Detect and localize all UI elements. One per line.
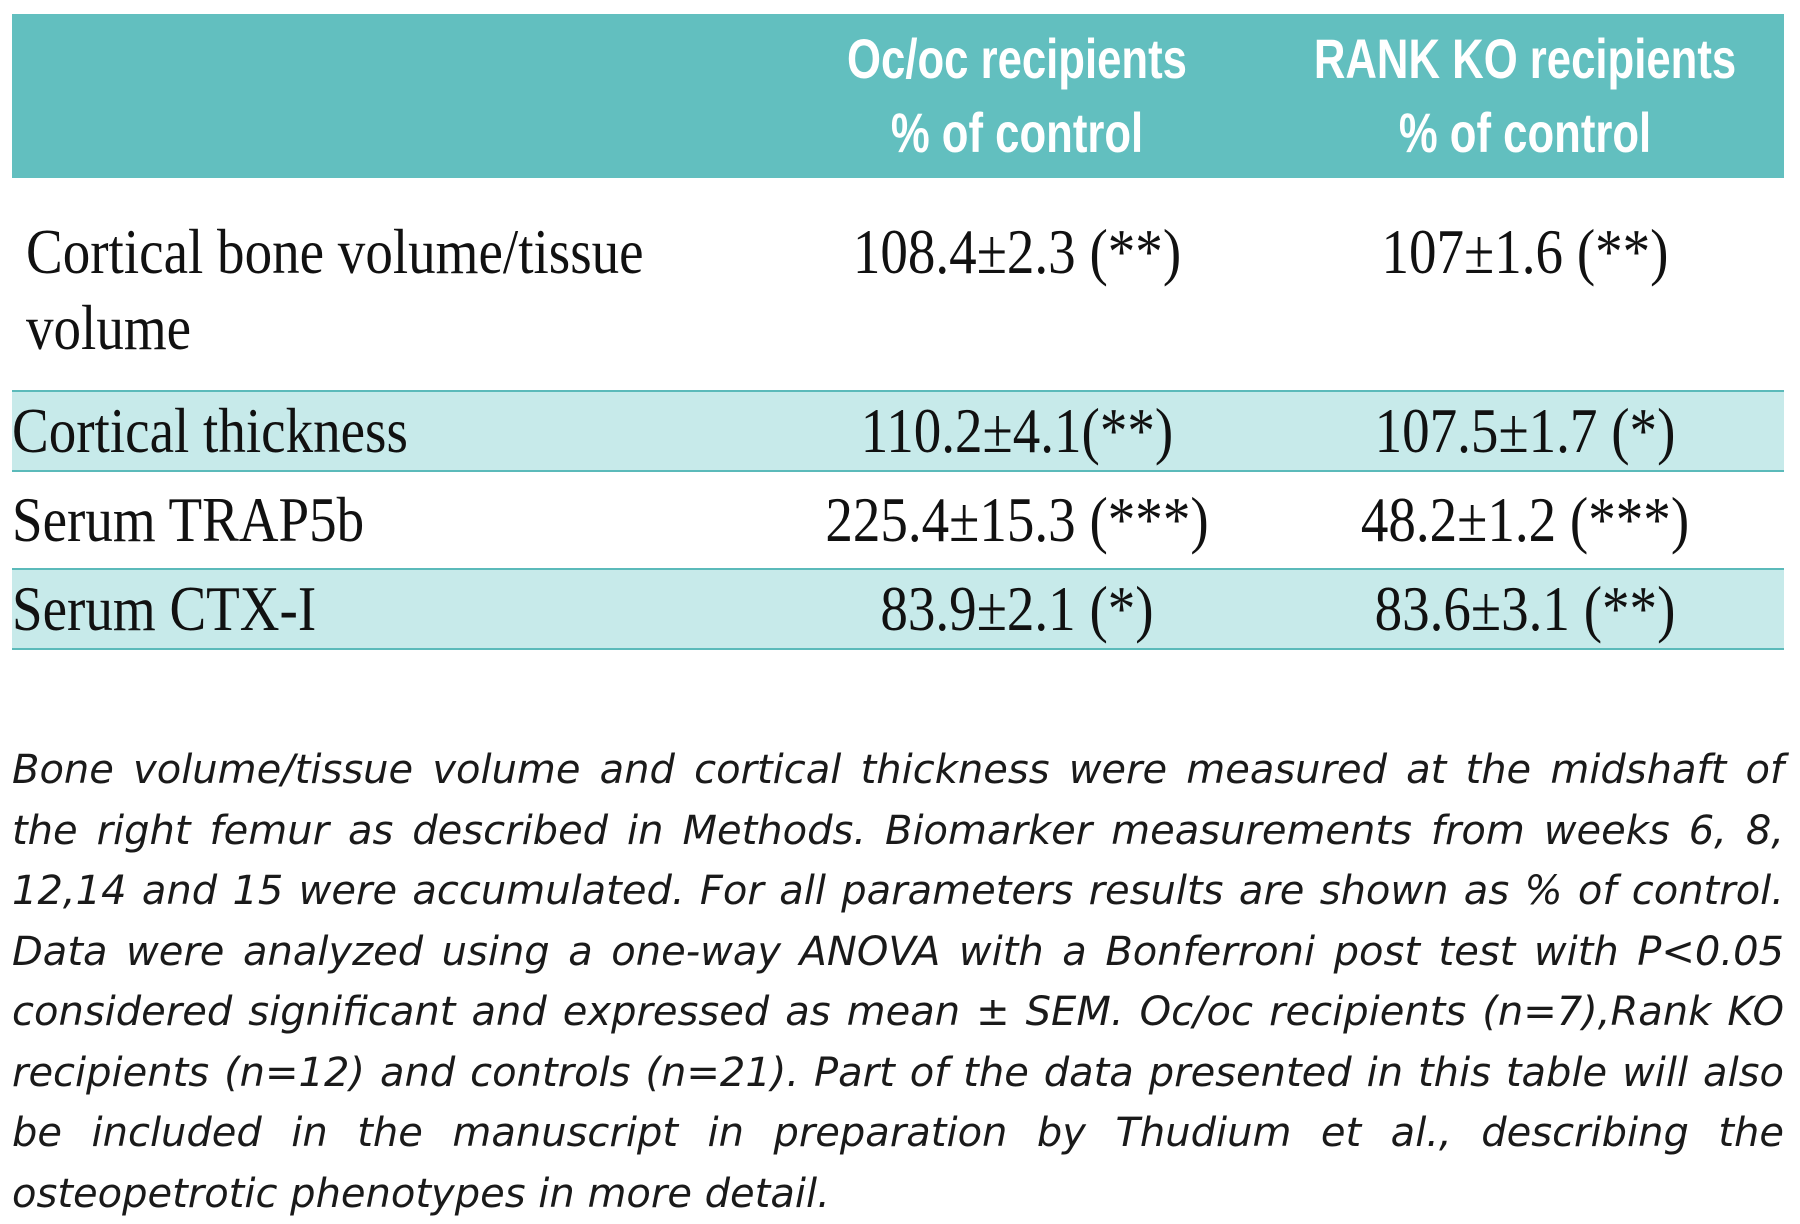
cell-oc-value: 108.4±2.3 (**): [852, 216, 1182, 287]
table-row: [12, 472, 1784, 568]
cell-rank-value: 107.5±1.7 (*): [1374, 395, 1676, 466]
header-rank-ko-recipients: [1313, 14, 1737, 178]
table-caption: Bone volume/tissue volume and cortical thickness were measured at the midshaft of the right femur as described in Methods. Biomarker measurements from weeks 6, 8, 12,14 and 15 were accumulated. For all parameters results are shown as % of control. Data were analyzed using a one-way ANOVA with a Bonferroni post test with P<0.05 considered significant and expressed as mean ± SEM. Oc/oc recipients (n=7),Rank KO recipients (n=12) and controls (n=21). Part of the data presented in this table will also be included in the manuscript in preparation by Thudium et al., describing the osteopetrotic phenotypes in more detail.: [12, 747, 1784, 1217]
cell-rank-value: 48.2±1.2 (***): [1360, 484, 1690, 555]
header-oc-oc-recipients: [818, 14, 1216, 178]
table-header: [12, 14, 1784, 178]
table-row: [12, 568, 1784, 650]
cell-oc-value: 110.2±4.1(**): [860, 395, 1174, 466]
header-rank-line1: RANK KO recipients: [1313, 27, 1737, 90]
data-table: [12, 14, 1784, 650]
table-row: [12, 178, 1784, 390]
table-row: [12, 390, 1784, 472]
cell-oc-value: 83.9±2.1 (*): [880, 573, 1154, 644]
header-rank-line2: % of control: [1398, 101, 1652, 164]
header-oc-line2: % of control: [890, 101, 1144, 164]
header-oc-line1: Oc/oc recipients: [847, 27, 1187, 90]
cell-oc-value: 225.4±15.3 (***): [825, 484, 1209, 555]
row-label: Cortical thickness: [12, 395, 408, 466]
row-label: Cortical bone volume/tissue volume: [26, 216, 644, 363]
row-label: Serum CTX-I: [12, 573, 317, 644]
row-label: Serum TRAP5b: [12, 484, 365, 555]
cell-rank-value: 83.6±3.1 (**): [1374, 573, 1676, 644]
cell-rank-value: 107±1.6 (**): [1381, 216, 1669, 287]
